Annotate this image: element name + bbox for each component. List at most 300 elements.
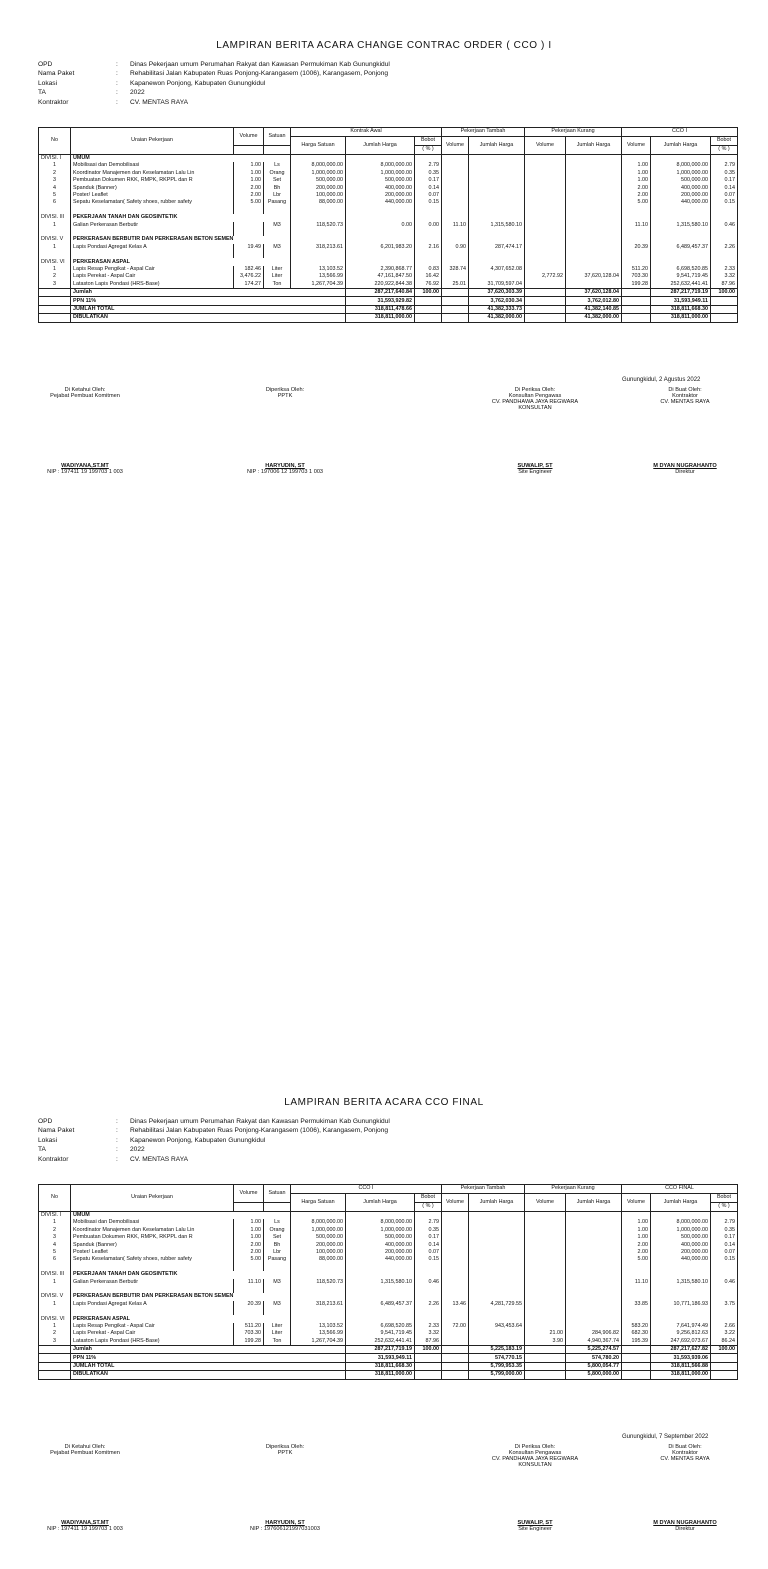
empty-cell xyxy=(291,1212,346,1220)
project-info xyxy=(38,1117,538,1164)
cell-h: 100,000.00 xyxy=(291,1249,346,1256)
cell-v: 182.46 xyxy=(234,266,264,273)
summary-bobot xyxy=(415,305,442,313)
header-volume: Volume xyxy=(234,1185,264,1203)
empty-cell xyxy=(566,258,622,265)
summary-tambah: 5,799,000.00 xyxy=(469,1371,525,1379)
cell-u: Koordinator Manajemen dan Keselamatan Lalu Lin xyxy=(71,170,234,177)
signature-office: PPTK xyxy=(277,1450,293,1456)
cell-j2 xyxy=(469,1249,525,1256)
cell-j: 400,000.00 xyxy=(346,1242,415,1249)
cell-v: 1.00 xyxy=(234,162,264,169)
empty-cell xyxy=(346,1315,415,1322)
cell-j2 xyxy=(469,185,525,192)
signature-role: Diperiksa Oleh: xyxy=(265,1444,305,1450)
cell-v4: 511.20 xyxy=(622,266,651,273)
signature-role: Diperiksa Oleh: xyxy=(265,387,305,393)
empty-cell xyxy=(264,1264,291,1271)
cell-u: Poster/ Leaflet xyxy=(71,192,234,199)
summary-bobot-result xyxy=(711,297,738,305)
cell-no: 1 xyxy=(39,1279,71,1286)
empty-cell xyxy=(622,214,651,221)
info-row xyxy=(38,1145,538,1154)
cell-s: Set xyxy=(264,1234,291,1241)
empty-cell xyxy=(346,155,415,163)
table-row xyxy=(39,1330,738,1337)
signatory-id: NIP : 197606121997031003 xyxy=(250,1526,320,1532)
cell-b: 87.96 xyxy=(415,1338,442,1346)
empty-cell xyxy=(469,1264,525,1271)
cell-u: Lapis Pondasi Agregat Kelas A xyxy=(71,1301,234,1308)
empty-cell xyxy=(415,1308,442,1315)
cell-v2 xyxy=(442,185,469,192)
division-title: PERKERASAN ASPAL xyxy=(71,1315,291,1322)
empty-cell xyxy=(234,1308,264,1315)
header-group-2: Pekerjaan Tambah xyxy=(442,1185,525,1194)
signature-office: Kontraktor xyxy=(672,1450,698,1456)
cell-v2: 11.10 xyxy=(442,222,469,229)
empty-cell xyxy=(39,1286,71,1293)
empty-cell xyxy=(651,1212,711,1220)
cell-b4: 0.14 xyxy=(711,185,738,192)
cell-j4: 400,000.00 xyxy=(651,1242,711,1249)
signatory-name: HARYUDIN, ST xyxy=(265,463,305,469)
cell-j4: 10,771,186.93 xyxy=(651,1301,711,1308)
cell-v2 xyxy=(442,1249,469,1256)
empty-cell xyxy=(291,1286,346,1293)
cell-b4: 2.26 xyxy=(711,244,738,251)
cell-h: 200,000.00 xyxy=(291,185,346,192)
cell-j: 200,000.00 xyxy=(346,192,415,199)
info-row xyxy=(38,88,538,97)
summary-label: Jumlah xyxy=(71,1346,346,1354)
summary-row xyxy=(39,305,738,313)
empty-cell xyxy=(469,251,525,258)
header-satuan: Satuan xyxy=(264,1185,291,1203)
empty-cell xyxy=(711,251,738,258)
summary-result: 318,811,000.00 xyxy=(651,314,711,322)
empty-cell xyxy=(651,1293,711,1300)
empty-cell xyxy=(469,207,525,214)
table-row xyxy=(39,1293,738,1300)
cell-no: 6 xyxy=(39,1256,71,1263)
cell-j3 xyxy=(566,1227,622,1234)
division-code: DIVISI. VI xyxy=(39,1315,71,1322)
cell-j: 220,922,844.38 xyxy=(346,281,415,289)
summary-bobot-result xyxy=(711,305,738,313)
empty-cell xyxy=(525,258,566,265)
cell-no: 4 xyxy=(39,185,71,192)
signature-company: CV. MENTAS RAYA xyxy=(660,399,710,405)
summary-label: PPN 11% xyxy=(71,297,346,305)
cell-v3 xyxy=(525,1242,566,1249)
cell-j3 xyxy=(566,199,622,206)
header-pct-result: ( % ) xyxy=(711,1203,738,1212)
summary-result: 318,811,000.00 xyxy=(651,1371,711,1379)
empty-cell xyxy=(442,258,469,265)
cell-j3 xyxy=(566,281,622,289)
empty-cell xyxy=(469,155,525,163)
signature-office: PPTK xyxy=(277,393,293,399)
cell-no: 1 xyxy=(39,1219,71,1226)
cell-j2 xyxy=(469,1338,525,1346)
summary-kurang: 37,620,128.04 xyxy=(566,289,622,297)
summary-bobot-result xyxy=(711,1354,738,1362)
cell-h: 100,000.00 xyxy=(291,192,346,199)
cell-b4: 0.46 xyxy=(711,1279,738,1286)
cell-h: 118,520.73 xyxy=(291,1279,346,1286)
info-colon: : xyxy=(116,1136,118,1144)
cell-b: 0.07 xyxy=(415,192,442,199)
cell-s: Set xyxy=(264,177,291,184)
signature-office: Pejabat Pembuat Komitmen xyxy=(50,393,120,399)
division-title: PERKERASAN ASPAL xyxy=(71,258,291,265)
division-code: DIVISI. III xyxy=(39,214,71,221)
cell-v3 xyxy=(525,1227,566,1234)
info-row xyxy=(38,60,538,69)
cell-no: 3 xyxy=(39,1338,71,1346)
empty-cell xyxy=(346,229,415,236)
empty-cell xyxy=(651,1264,711,1271)
table-row xyxy=(39,1315,738,1322)
empty-cell xyxy=(415,1286,442,1293)
cell-j2 xyxy=(469,199,525,206)
cell-v3 xyxy=(525,185,566,192)
empty-cell xyxy=(442,207,469,214)
cell-v4: 1.00 xyxy=(622,1219,651,1226)
signature-block xyxy=(210,1444,360,1456)
cell-v4: 2.00 xyxy=(622,192,651,199)
cell-h: 118,520.73 xyxy=(291,222,346,229)
signatory-id: NIP : 197006 12 199703 1 003 xyxy=(246,469,324,475)
cell-no: 2 xyxy=(39,170,71,177)
header-group-3: Pekerjaan Kurang xyxy=(525,128,622,137)
cell-no: 2 xyxy=(39,1227,71,1234)
header-jumlah-tambah: Jumlah Harga xyxy=(469,137,525,155)
cell-j3 xyxy=(566,1234,622,1241)
cell-j2 xyxy=(469,1330,525,1337)
empty-cell xyxy=(346,236,415,243)
table-row xyxy=(39,281,738,289)
summary-jumlah: 31,593,949.11 xyxy=(346,1354,415,1362)
cell-j3 xyxy=(566,192,622,199)
cell-b: 2.26 xyxy=(415,1301,442,1308)
cell-j2: 943,453.64 xyxy=(469,1323,525,1330)
empty-cell xyxy=(442,229,469,236)
summary-bobot: 100.00 xyxy=(415,289,442,297)
empty-cell xyxy=(566,1271,622,1278)
summary-result: 287,217,627.82 xyxy=(651,1346,711,1354)
empty-cell xyxy=(264,1286,291,1293)
info-colon: : xyxy=(116,98,118,106)
info-colon: : xyxy=(116,1118,118,1125)
info-value: Dinas Pekerjaan umum Perumahan Rakyat dan Kawasan Permukiman Kab Gunungkidul xyxy=(130,1118,390,1125)
empty-cell xyxy=(469,1315,525,1322)
cell-b: 2.33 xyxy=(415,1323,442,1330)
cell-v2 xyxy=(442,177,469,184)
cell-v: 19.49 xyxy=(234,244,264,251)
empty-cell xyxy=(525,251,566,258)
division-title: PEKERJAAN TANAH DAN GEOSINTETIK xyxy=(71,1271,291,1278)
cell-v: 11.10 xyxy=(234,1279,264,1286)
signatory-name: M DYAN NUGRAHANTO xyxy=(653,1520,717,1526)
cell-j4: 9,541,719.45 xyxy=(651,273,711,280)
empty-cell xyxy=(651,155,711,163)
cell-j4: 500,000.00 xyxy=(651,177,711,184)
empty-cell xyxy=(525,207,566,214)
cell-b: 0.00 xyxy=(415,222,442,229)
cell-v3 xyxy=(525,177,566,184)
cell-u: Lapis Resap Pengikat - Aspal Cair xyxy=(71,1323,234,1330)
empty-cell xyxy=(469,1308,525,1315)
cell-j: 500,000.00 xyxy=(346,177,415,184)
empty-cell xyxy=(415,155,442,163)
summary-result: 31,593,939.06 xyxy=(651,1354,711,1362)
cell-h: 13,566.99 xyxy=(291,273,346,280)
signature-role: Di Periksa Oleh: xyxy=(514,1444,556,1450)
empty-cell xyxy=(622,1271,651,1278)
cell-j2 xyxy=(469,1242,525,1249)
empty-cell xyxy=(622,229,651,236)
info-colon: : xyxy=(116,1155,118,1163)
table-row xyxy=(39,1279,738,1286)
summary-tambah: 574,770.15 xyxy=(469,1354,525,1362)
signature-company: CV. PANDHAWA JAYA REGWARA xyxy=(491,399,579,405)
cell-j4: 200,000.00 xyxy=(651,192,711,199)
summary-tambah: 5,225,183.19 xyxy=(469,1346,525,1354)
summary-bobot xyxy=(415,1362,442,1370)
signature-block xyxy=(460,1444,610,1468)
division-code: DIVISI. I xyxy=(39,1212,71,1220)
cell-j2 xyxy=(469,1234,525,1241)
cell-j3 xyxy=(566,1249,622,1256)
signatory xyxy=(210,463,360,475)
empty-cell xyxy=(39,229,71,236)
header-vol-result: Volume xyxy=(622,1194,651,1212)
table-row xyxy=(39,1286,738,1293)
info-value: CV. MENTAS RAYA xyxy=(130,98,189,106)
empty-cell xyxy=(442,1286,469,1293)
signature-office: Konsultan Pengawas xyxy=(508,1450,562,1456)
signatory-name: HARYUDIN, ST xyxy=(265,1520,305,1526)
table-row xyxy=(39,1242,738,1249)
cell-s: Orang xyxy=(264,170,291,177)
cell-b4: 0.07 xyxy=(711,192,738,199)
cell-s: Lbr xyxy=(264,1249,291,1256)
cell-h: 8,000,000.00 xyxy=(291,1219,346,1226)
cell-j: 2,390,868.77 xyxy=(346,266,415,273)
signatory xyxy=(610,1520,760,1532)
summary-kurang: 41,382,140.85 xyxy=(566,305,622,313)
cell-s: Bh xyxy=(264,185,291,192)
info-value: Rehabilitasi Jalan Kabupaten Ruas Ponjong-Karangasem (1006), Karangasem, Ponjong xyxy=(130,70,389,78)
cell-b: 0.35 xyxy=(415,1227,442,1234)
cell-j2 xyxy=(469,170,525,177)
cell-j: 9,541,719.45 xyxy=(346,1330,415,1337)
cell-b: 0.17 xyxy=(415,177,442,184)
empty-cell xyxy=(711,236,738,243)
cell-h: 1,000,000.00 xyxy=(291,170,346,177)
cell-v4: 703.30 xyxy=(622,273,651,280)
signature-role: Di Ketahui Oleh: xyxy=(64,387,106,393)
empty-cell xyxy=(71,1286,234,1293)
empty-cell xyxy=(346,1293,415,1300)
info-label: OPD xyxy=(38,1118,53,1125)
cell-no: 5 xyxy=(39,192,71,199)
cell-j4: 8,000,000.00 xyxy=(651,162,711,169)
empty-cell xyxy=(442,1264,469,1271)
header-vol-kurang: Volume xyxy=(525,137,566,155)
empty-cell xyxy=(525,1308,566,1315)
division-code: DIVISI. VI xyxy=(39,258,71,265)
table-row xyxy=(39,185,738,192)
cell-j: 200,000.00 xyxy=(346,1249,415,1256)
empty-cell xyxy=(291,258,346,265)
empty-cell xyxy=(291,1315,346,1322)
cell-b4: 0.35 xyxy=(711,1227,738,1234)
cell-j4: 1,315,580.10 xyxy=(651,222,711,229)
cell-b4: 3.22 xyxy=(711,1330,738,1337)
summary-result: 318,811,668.30 xyxy=(651,305,711,313)
header-uraian: Uraian Pekerjaan xyxy=(71,1185,234,1212)
empty-cell xyxy=(711,258,738,265)
cell-s: Bh xyxy=(264,1242,291,1249)
cell-u: Lapis Perekat - Aspal Cair xyxy=(71,1330,234,1337)
cell-v4: 195.39 xyxy=(622,1338,651,1346)
signature-block xyxy=(10,387,160,399)
cell-j4: 7,641,974.49 xyxy=(651,1323,711,1330)
empty-cell xyxy=(346,1308,415,1315)
cell-j2 xyxy=(469,1279,525,1286)
header-harga: Harga Satuan xyxy=(291,137,346,155)
cell-j4: 252,632,441.41 xyxy=(651,281,711,289)
table-row xyxy=(39,273,738,280)
cell-b: 2.16 xyxy=(415,244,442,251)
empty-cell xyxy=(291,155,346,163)
info-row xyxy=(38,1117,538,1126)
cell-v4: 1.00 xyxy=(622,1234,651,1241)
cell-no: 1 xyxy=(39,1301,71,1308)
table-row xyxy=(39,251,738,258)
cell-no: 2 xyxy=(39,273,71,280)
empty-cell xyxy=(234,229,264,236)
empty-cell xyxy=(442,1308,469,1315)
table-row xyxy=(39,236,738,243)
empty-cell xyxy=(651,207,711,214)
cell-v4: 2.00 xyxy=(622,1249,651,1256)
table-row xyxy=(39,244,738,251)
cell-j4: 6,489,457.37 xyxy=(651,244,711,251)
cell-b: 76.92 xyxy=(415,281,442,289)
info-value: Rehabilitasi Jalan Kabupaten Ruas Ponjong-Karangasem (1006), Karangasem, Ponjong xyxy=(130,1127,389,1135)
cell-b4: 3.75 xyxy=(711,1301,738,1308)
empty-cell xyxy=(651,251,711,258)
summary-jumlah: 318,811,478.66 xyxy=(346,305,415,313)
cell-j: 400,000.00 xyxy=(346,185,415,192)
summary-result: 318,811,566.88 xyxy=(651,1362,711,1370)
summary-row xyxy=(39,297,738,305)
empty-cell xyxy=(264,229,291,236)
summary-kurang: 5,800,054.77 xyxy=(566,1362,622,1370)
empty-cell xyxy=(651,214,711,221)
division-title: UMUM xyxy=(71,1212,291,1220)
table-row xyxy=(39,258,738,265)
cell-no: 1 xyxy=(39,1323,71,1330)
info-row xyxy=(38,69,538,78)
cell-b: 0.83 xyxy=(415,266,442,273)
cell-v3 xyxy=(525,244,566,251)
empty-cell xyxy=(711,1293,738,1300)
cell-v2 xyxy=(442,1338,469,1346)
cell-v3 xyxy=(525,162,566,169)
header-group-4: CCO FINAL xyxy=(622,1185,738,1194)
cell-v4: 20.39 xyxy=(622,244,651,251)
cell-j: 47,161,847.50 xyxy=(346,273,415,280)
info-value: Kapanewon Ponjong, Kabupaten Gunungkidul xyxy=(130,1136,266,1144)
empty-cell xyxy=(346,214,415,221)
cell-no: 6 xyxy=(39,199,71,206)
cell-v2 xyxy=(442,199,469,206)
cell-s: Liter xyxy=(264,266,291,273)
cell-u: Lapis Resap Pengikat - Aspal Cair xyxy=(71,266,234,273)
cell-b: 0.35 xyxy=(415,170,442,177)
cell-v4: 11.10 xyxy=(622,1279,651,1286)
empty-cell xyxy=(415,258,442,265)
cell-u: Koordinator Manajemen dan Keselamatan Lalu Lin xyxy=(71,1227,234,1234)
summary-label: PPN 11% xyxy=(71,1354,346,1362)
header-pct: ( % ) xyxy=(415,1203,442,1212)
empty-cell xyxy=(469,1286,525,1293)
empty-cell xyxy=(415,1315,442,1322)
header-pct: ( % ) xyxy=(415,146,442,155)
cell-j2 xyxy=(469,177,525,184)
empty-cell xyxy=(711,1264,738,1271)
signing-date: Gunungkidul, 2 Agustus 2022 xyxy=(622,377,701,383)
empty-cell xyxy=(525,1271,566,1278)
empty-cell xyxy=(469,1212,525,1220)
division-code: DIVISI. III xyxy=(39,1271,71,1278)
info-value: CV. MENTAS RAYA xyxy=(130,1155,189,1163)
cell-v4: 682.30 xyxy=(622,1330,651,1337)
cco-document xyxy=(0,0,768,512)
header-jumlah-kurang: Jumlah Harga xyxy=(566,137,622,155)
header-jumlah-tambah: Jumlah Harga xyxy=(469,1194,525,1212)
empty-cell xyxy=(566,1308,622,1315)
cell-j4: 1,315,580.10 xyxy=(651,1279,711,1286)
cell-v3 xyxy=(525,281,566,289)
empty-cell xyxy=(622,1293,651,1300)
cell-h: 200,000.00 xyxy=(291,1242,346,1249)
cell-s: Liter xyxy=(264,1330,291,1337)
cell-s: M3 xyxy=(264,1279,291,1286)
table-row xyxy=(39,1338,738,1346)
empty-cell xyxy=(525,1212,566,1220)
signature-company-sub: KONSULTAN xyxy=(518,405,552,411)
empty-cell xyxy=(71,1308,234,1315)
summary-jumlah: 318,811,668.30 xyxy=(346,1362,415,1370)
header-volume: Volume xyxy=(234,128,264,146)
cell-u: Pembuatan Dokumen RKK, RMPK, RKPPL dan R xyxy=(71,177,234,184)
empty-cell xyxy=(566,207,622,214)
cell-j3 xyxy=(566,1256,622,1263)
signature-block xyxy=(460,387,610,411)
document-title: LAMPIRAN BERITA ACARA CHANGE CONTRAC ORDER ( CCO ) I xyxy=(216,40,552,51)
cell-b: 0.15 xyxy=(415,1256,442,1263)
cell-j2 xyxy=(469,1219,525,1226)
empty-cell xyxy=(525,214,566,221)
header-vol-result: Volume xyxy=(622,137,651,155)
cell-b4: 0.15 xyxy=(711,1256,738,1263)
